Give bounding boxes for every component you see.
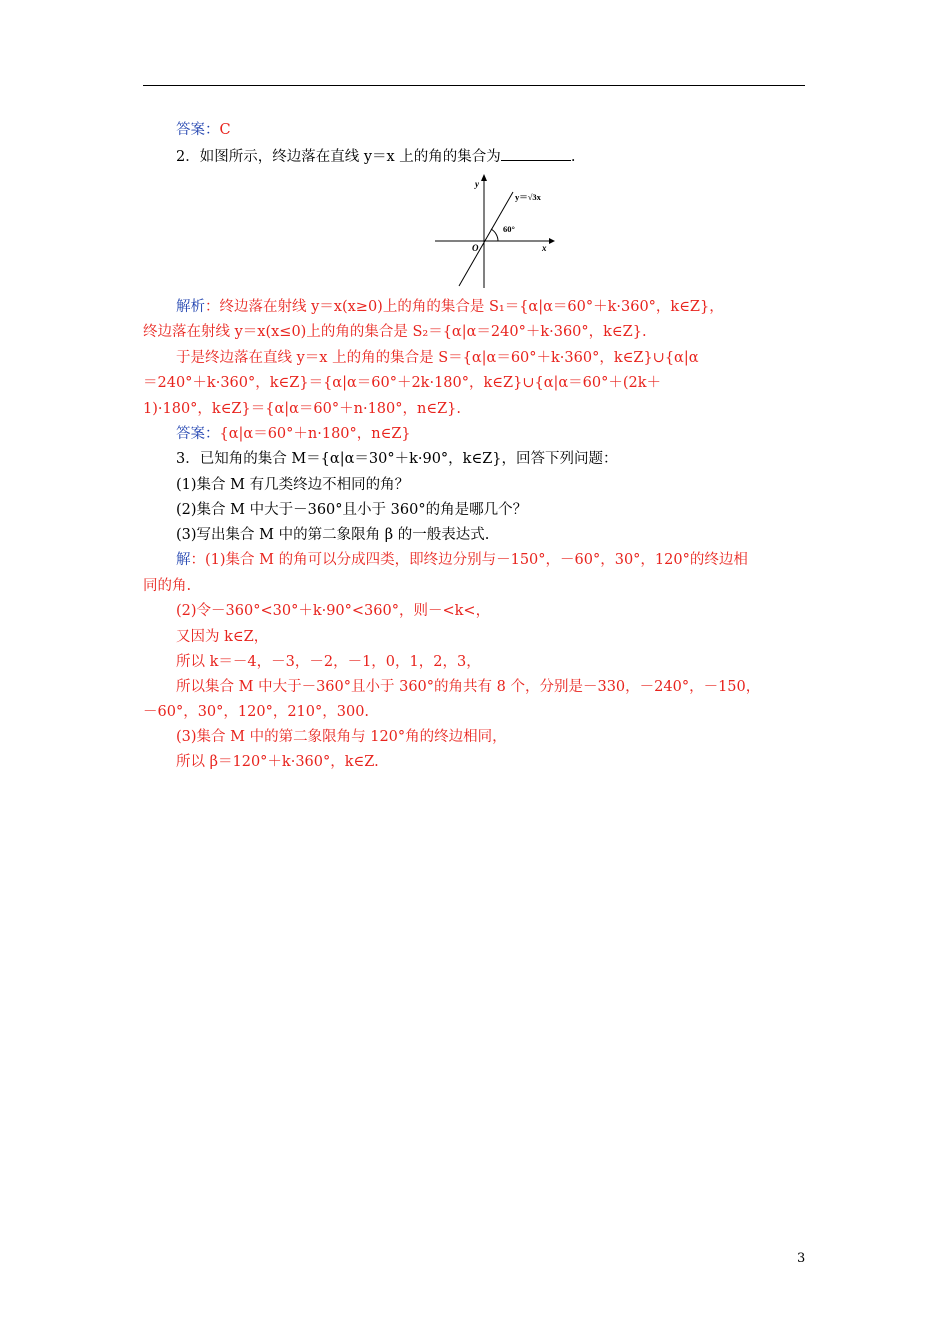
answer-blank	[501, 146, 571, 161]
solution-3-line-9: 所以 β＝120°＋k·360°，k∈Z.	[176, 754, 379, 770]
question-3-part-1: (1)集合 M 有几类终边不相同的角？	[176, 477, 410, 493]
x-axis-label: x	[542, 243, 547, 253]
solution-2-line-2: 终边落在射线 y＝x(x≤0)上的角的集合是 S₂＝{α|α＝240°＋k·360°，k∈Z}.	[143, 324, 647, 340]
question-3-stem: 3．已知角的集合 M＝{α|α＝30°＋k·90°，k∈Z}，回答下列问题：	[176, 451, 618, 467]
solution-2-line-5: 1)·180°，k∈Z}＝{α|α＝60°＋n·180°，n∈Z}.	[143, 401, 461, 417]
solution-3-line-8: (3)集合 M 中的第二象限角与 120°角的终边相同，	[176, 729, 507, 745]
y-axis-label: y	[475, 179, 479, 189]
solution-3-line-5: 所以 k＝－4，－3，－2，－1，0，1，2，3，	[176, 654, 481, 670]
angle-label: 60°	[503, 224, 515, 234]
solution-3-line-6: 所以集合 M 中大于－360°且小于 360°的角共有 8 个，分别是－330，－240°，－150，	[176, 679, 761, 695]
answer-1: 答案：C	[176, 122, 231, 138]
line-label: y＝√3x	[515, 192, 541, 202]
solution-2-line-3: 于是终边落在直线 y＝x 上的角的集合是 S＝{α|α＝60°＋k·360°，k∈Z}∪{α|α	[176, 350, 699, 366]
solution-3-line-7: －60°，30°，120°，210°，300.	[143, 704, 370, 720]
solution-2-line-4: ＝240°＋k·360°，k∈Z}＝{α|α＝60°＋2k·180°，k∈Z}∪{α|α＝60°＋(2k＋	[143, 375, 662, 391]
figure-line-diagram	[431, 172, 555, 290]
origin-label: O	[472, 243, 479, 253]
x-axis-arrow	[549, 238, 555, 244]
y-axis-arrow	[481, 174, 487, 181]
answer-2: 答案：{α|α＝60°＋n·180°，n∈Z}	[176, 426, 411, 442]
solution-3-line-4: 又因为 k∈Z，	[176, 629, 269, 645]
header-rule	[143, 85, 805, 86]
question-2: 2．如图所示，终边落在直线 y＝x 上的角的集合为 .	[176, 146, 575, 167]
solution-3-line-2: 同的角.	[143, 578, 192, 594]
question-3-part-3: (3)写出集合 M 中的第二象限角 β 的一般表达式.	[176, 527, 490, 543]
question-3-part-2: (2)集合 M 中大于－360°且小于 360°的角是哪几个？	[176, 502, 528, 518]
line-y-sqrt3x	[459, 192, 513, 286]
angle-arc	[491, 229, 498, 241]
solution-3-line-3: (2)令－360°<30°＋k·90°<360°，则－<k<，	[176, 603, 491, 619]
solution-3-line-1: 解：(1)集合 M 的角可以分成四类，即终边分别与－150°，－60°，30°，120°的终边相	[176, 552, 748, 568]
solution-2-line-1: 解析：终边落在射线 y＝x(x≥0)上的角的集合是 S₁＝{α|α＝60°＋k·360°，k∈Z}，	[176, 299, 724, 315]
page-number: 3	[797, 1251, 806, 1266]
